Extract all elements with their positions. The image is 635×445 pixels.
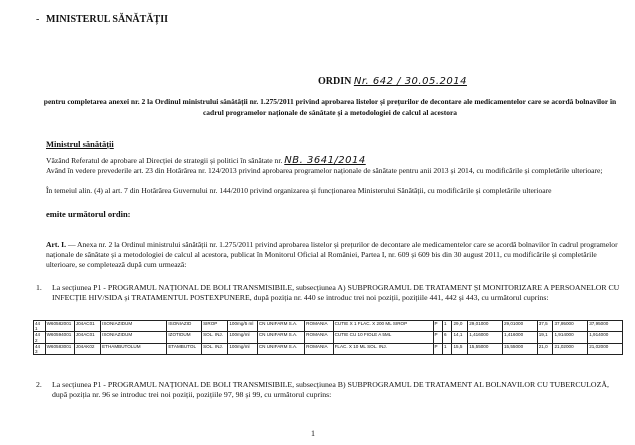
cell-price: 14,1 — [452, 332, 468, 343]
cell-qty: 1 — [443, 343, 452, 354]
cell-dci: ISONIAZIDUM — [101, 332, 167, 343]
cell-unit-d: 37,95000 — [588, 321, 623, 332]
cell-unit-c: 37,95000 — [553, 321, 588, 332]
cell-code: W60594001 — [45, 332, 74, 343]
section-1-number: 1. — [36, 283, 42, 292]
cell-p: P — [433, 343, 442, 354]
cell-company: CN UNIFARM S.A. — [257, 343, 304, 354]
cell-form: SOL. INJ. — [202, 343, 228, 354]
cell-atc: J04AC01 — [74, 332, 100, 343]
cell-name: IZOTIDUM — [167, 332, 202, 343]
page-number: 1 — [311, 429, 315, 438]
preamble-line-referat — [46, 156, 626, 166]
cell-code: W60582001 — [45, 321, 74, 332]
preamble-line-temei: În temeiul alin. (4) al art. 7 din Hotărârea Guvernului nr. 144/2010 privind organizarea și funcționarea Ministerului Sănătății, cu modificările și completările ulterioare — [46, 186, 552, 195]
section-2-text: La secțiunea P1 - PROGRAMUL NAȚIONAL DE BOLI TRANSMISIBILE, subsecțiunea B) SUBPROGRAMUL DE TRATAMENT AL BOLNAVILOR CU TUBERCULOZĂ, după poziția nr. 96 se introduc trei noi poziții, pozițiile 97, 98 și 99, cu următorul cuprins: — [52, 380, 609, 399]
cell-country: ROMANIA — [305, 343, 333, 354]
cell-qty: 1 — [443, 321, 452, 332]
cell-company: CN UNIFARM S.A. — [257, 321, 304, 332]
cell-price-tva: 19,1 — [537, 332, 553, 343]
cell-qty: 6 — [443, 332, 452, 343]
cell-p: P — [433, 321, 442, 332]
cell-p: P — [433, 332, 442, 343]
cell-country: ROMANIA — [305, 321, 333, 332]
referat-text: Văzând Referatul de aprobare al Direcției de strategii și politici în sănătate nr. — [46, 156, 283, 165]
table-row — [34, 321, 623, 332]
article-1 — [46, 240, 626, 270]
cell-price: 15,5 — [452, 343, 468, 354]
preamble-line-hg: Având în vedere prevederile art. 23 din Hotărârea nr. 124/2013 privind aprobarea programelor naționale de sănătate pentru anii 2013 și 2014, cu modificările și completările ulterioare; — [46, 166, 603, 175]
cell-unit-a: 29,01000 — [468, 321, 503, 332]
section-2-number: 2. — [36, 380, 42, 389]
cell-code: W60583001 — [45, 343, 74, 354]
cell-unit-a: 1,416000 — [468, 332, 503, 343]
cell-unit-b: 1,416000 — [502, 332, 537, 343]
cell-unit-a: 15,55000 — [468, 343, 503, 354]
cell-pos: 44 3 — [34, 343, 46, 354]
order-number-handwritten: Nr. 642 / 30.05.2014 — [353, 76, 467, 87]
article-label: Art. I. — [46, 240, 67, 249]
cell-country: ROMANIA — [305, 332, 333, 343]
cell-dci: ISONIAZIDUM — [101, 321, 167, 332]
cell-name: ETAMBUTOL — [167, 343, 202, 354]
cell-price: 29,0 — [452, 321, 468, 332]
cell-unit-d: 21,02000 — [588, 343, 623, 354]
cell-pack: CUTIE CU 10 FIOLE A 5ML — [333, 332, 433, 343]
referat-number-handwritten: NB. 3641/2014 — [284, 155, 366, 166]
cell-price-tva: 37,5 — [537, 321, 553, 332]
cell-name: ISONIAZID — [167, 321, 202, 332]
cell-conc: 100mg/ml — [228, 332, 257, 343]
table-row — [34, 332, 623, 343]
cell-pack: FLAC. X 10 ML SOL. INJ. — [333, 343, 433, 354]
cell-pos: 44 1 — [34, 321, 46, 332]
cell-pack: CUTIE X 1 FLAC. X 200 ML SIROP — [333, 321, 433, 332]
cell-form: SOL. INJ. — [202, 332, 228, 343]
cell-unit-c: 21,02000 — [553, 343, 588, 354]
cell-conc: 100mg/ml — [228, 343, 257, 354]
order-label: ORDIN — [318, 76, 352, 87]
cell-atc: J04AC01 — [74, 321, 100, 332]
section-1-text: La secțiunea P1 - PROGRAMUL NAȚIONAL DE BOLI TRANSMISIBILE, subsecțiunea A) SUBPROGRAMUL DE TRATAMENT ȘI MONITORIZARE A PERSOANELOR CU INFECȚIE HIV/SIDA și TRATAMENTUL POSTEXPUNERE, după poziția nr. 440 se introduc trei noi poziții, pozițiile 441, 442 și 443, cu următorul cuprins: — [52, 283, 620, 302]
cell-unit-b: 15,55000 — [502, 343, 537, 354]
cell-pos: 44 2 — [34, 332, 46, 343]
cell-unit-d: 1,914000 — [588, 332, 623, 343]
cell-form: SIROP — [202, 321, 228, 332]
preamble-heading: Ministrul sănătății — [46, 139, 114, 149]
order-title-row — [318, 76, 467, 87]
order-subtitle: pentru completarea anexei nr. 2 la Ordinul ministrului sănătății nr. 1.275/2011 privind aprobarea listelor și prețurilor de decontare ale medicamentelor care se acordă bolnavilor în cadrul programelor naționale de sănătate și a metodologiei de calcul al acestora — [43, 97, 617, 117]
cell-atc: J04AK02 — [74, 343, 100, 354]
cell-unit-b: 29,01000 — [502, 321, 537, 332]
cell-company: CN UNIFARM S.A. — [257, 332, 304, 343]
table-row — [34, 343, 623, 354]
cell-price-tva: 21,0 — [537, 343, 553, 354]
ministry-header: MINISTERUL SĂNĂTĂȚII — [46, 14, 168, 25]
cell-conc: 100mg/5 ml — [228, 321, 257, 332]
bullet-mark: - — [36, 14, 40, 25]
cell-dci: ETHAMBUTOLUM — [101, 343, 167, 354]
drug-table — [33, 320, 623, 355]
cell-unit-c: 1,914000 — [553, 332, 588, 343]
emit-order-line: emite următorul ordin: — [46, 209, 131, 219]
article-text: — Anexa nr. 2 la Ordinul ministrului sănătății nr. 1.275/2011 privind aprobarea listelor și prețurilor de decontare ale medicamentelor care se acordă bolnavilor în cadrul programelor naționale de sănătate și a metodologiei de calcul al acestora, publicat în Monitorul Oficial al României, Partea I, nr. 609 și 609 bis din 30 august 2011, cu modificările și completările ulterioare, se completează după cum urmează: — [46, 240, 618, 269]
